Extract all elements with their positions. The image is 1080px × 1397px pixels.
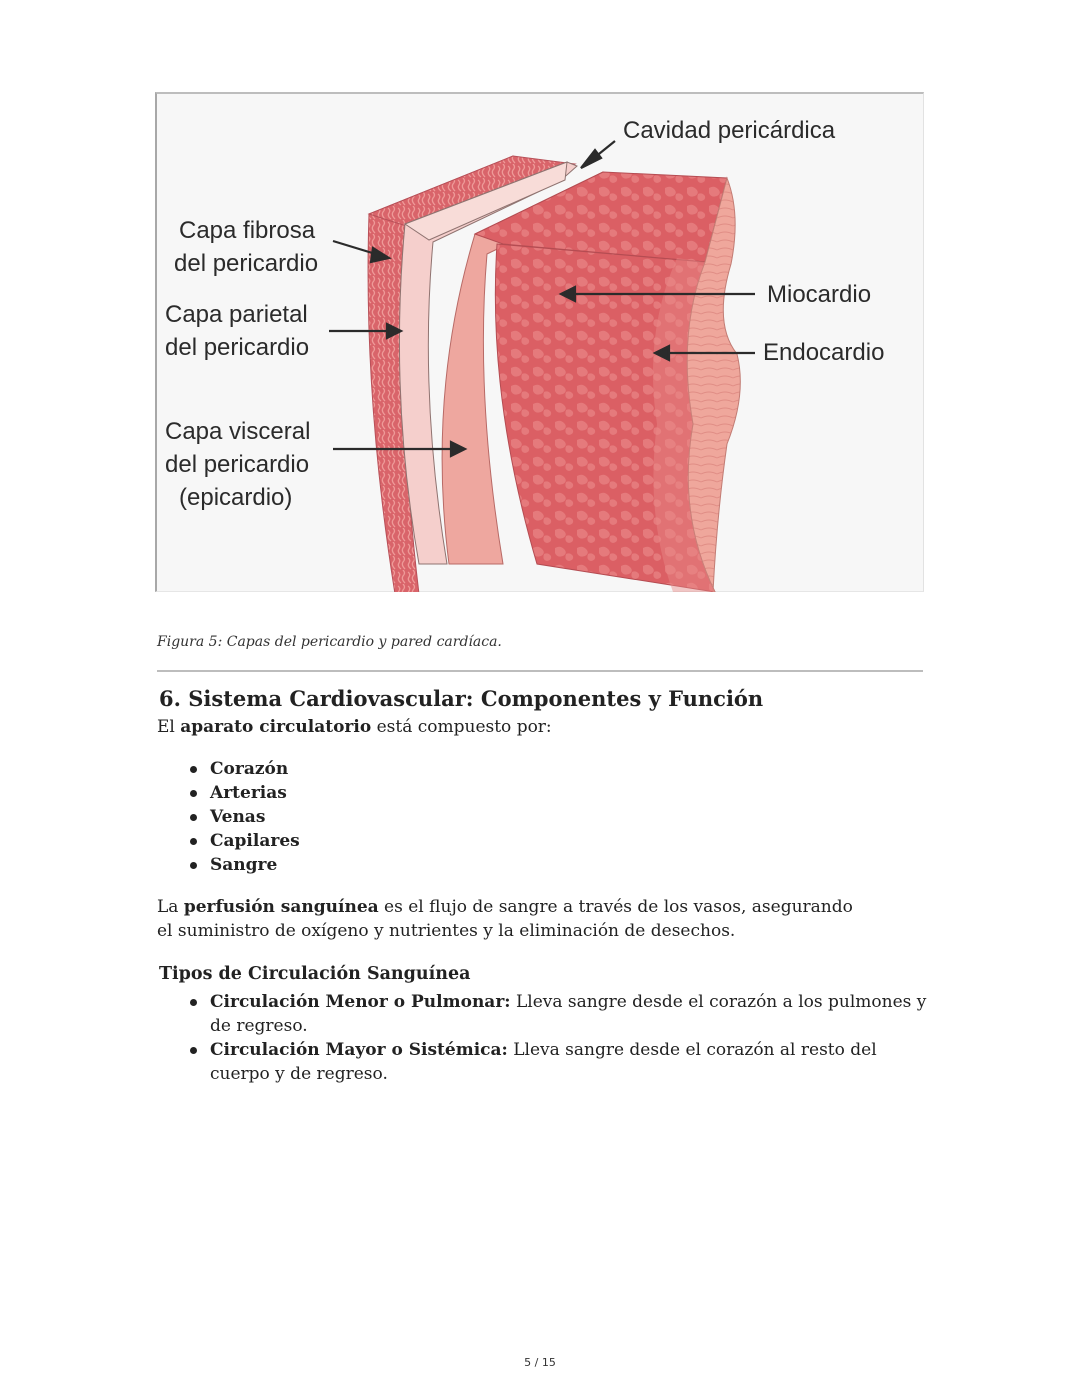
label-endocardio: Endocardio [763, 339, 885, 366]
perfusion-prefix: La [157, 897, 184, 917]
label-capa-visceral-line3: (epicardio) [179, 484, 293, 511]
circulation-description: Lleva sangre desde el corazón a los pulmones y de regreso. [210, 992, 927, 1036]
circulation-term: Circulación Menor o Pulmonar: [210, 992, 511, 1012]
list-item: Capilares [160, 829, 300, 853]
label-capa-fibrosa-line2: del pericardio [174, 250, 319, 277]
label-cavidad-pericardica: Cavidad pericárdica [623, 117, 836, 144]
intro-paragraph [157, 717, 552, 737]
label-capa-parietal-line1: Capa parietal [165, 301, 308, 328]
subsection-title: Tipos de Circulación Sanguínea [159, 964, 471, 984]
perfusion-paragraph [157, 895, 857, 943]
list-item: Corazón [160, 757, 300, 781]
section-divider [157, 670, 923, 672]
label-miocardio: Miocardio [767, 281, 872, 308]
perfusion-bold-term: perfusión sanguínea [183, 897, 379, 917]
list-item [160, 1038, 930, 1086]
circulation-term: Circulación Mayor o Sistémica: [210, 1040, 508, 1060]
perfusion-suffix: es el flujo de sangre a través de los vasos, asegurando el suministro de oxígeno y nutrientes y la eliminación de desechos. [157, 897, 853, 941]
intro-bold-term: aparato circulatorio [180, 717, 372, 737]
label-capa-visceral-line1: Capa visceral [165, 418, 311, 445]
list-item: Arterias [160, 781, 300, 805]
circulation-types-list [160, 990, 930, 1086]
circulation-description: Lleva sangre desde el corazón al resto del cuerpo y de regreso. [210, 1040, 877, 1084]
components-list [160, 757, 300, 877]
list-item [160, 990, 930, 1038]
page-number: 5 / 15 [524, 1356, 556, 1369]
label-capa-parietal-line2: del pericardio [165, 334, 310, 361]
list-item: Sangre [160, 853, 300, 877]
intro-prefix: El [157, 717, 181, 737]
figure-caption: Figura 5: Capas del pericardio y pared cardíaca. [157, 634, 502, 650]
list-item: Venas [160, 805, 300, 829]
pericardium-figure [155, 92, 924, 592]
label-capa-visceral-line2: del pericardio [165, 451, 310, 478]
section-title: 6. Sistema Cardiovascular: Componentes y Función [159, 686, 764, 711]
intro-suffix: está compuesto por: [371, 717, 552, 737]
label-capa-fibrosa-line1: Capa fibrosa [179, 217, 316, 244]
